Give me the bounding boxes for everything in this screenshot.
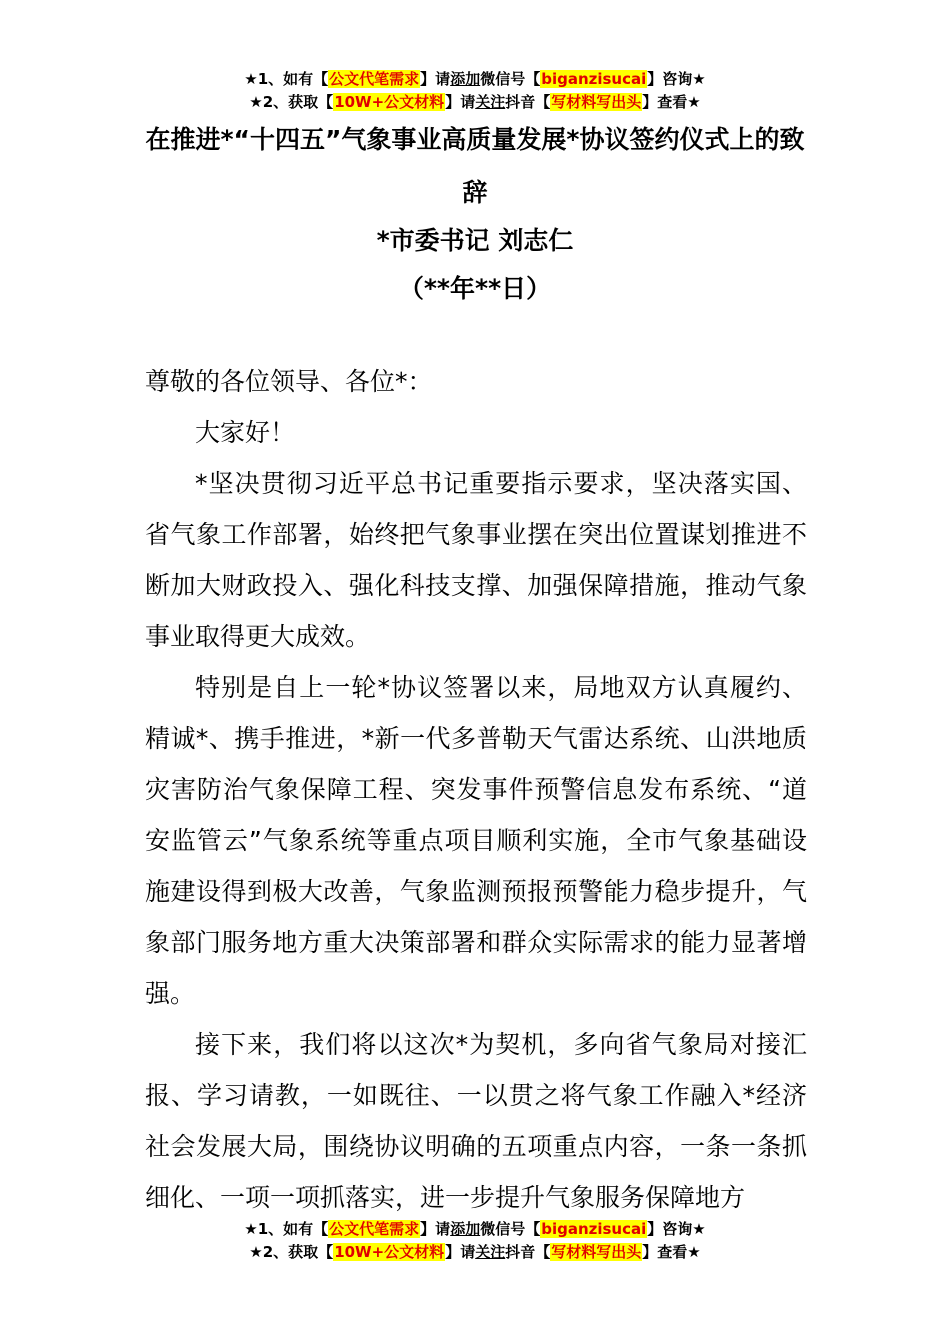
- promo-underlined: 添加: [450, 70, 481, 88]
- header-promo-banner: [0, 68, 950, 114]
- promo-text: ★2、获取【: [249, 93, 334, 111]
- document-body: [145, 356, 807, 1223]
- promo-line-2: [0, 91, 950, 114]
- date-line: （**年**日）: [398, 274, 552, 303]
- promo-text: 】请: [445, 93, 476, 111]
- author-line: *市委书记 刘志仁: [376, 226, 574, 255]
- promo-highlight: biganzisucai: [541, 1220, 647, 1238]
- promo-text: 】请: [420, 1220, 451, 1238]
- promo-text: 】请: [420, 70, 451, 88]
- promo-highlight: 10W+公文材料: [334, 93, 445, 111]
- promo-text: ★1、如有【: [244, 1220, 329, 1238]
- body-paragraph: 接下来，我们将以这次*为契机，多向省气象局对接汇报、学习请教，一如既往、一以贯之将气象工作融入*经济社会发展大局，围绕协议明确的五项重点内容，一条一条抓细化、一项一项抓落实，进一步提升气象服务保障地方: [145, 1030, 807, 1212]
- promo-underlined: 关注: [475, 1243, 506, 1261]
- promo-text: 】请: [445, 1243, 476, 1261]
- document-title: 在推进*“十四五”气象事业高质量发展*协议签约仪式上的致辞: [145, 125, 805, 207]
- body-paragraph: *坚决贯彻习近平总书记重要指示要求，坚决落实国、省气象工作部署，始终把气象事业摆在突出位置谋划推进不断加大财政投入、强化科技支撑、加强保障措施，推动气象事业取得更大成效。: [145, 469, 807, 651]
- promo-underlined: 添加: [450, 1220, 481, 1238]
- promo-highlight: 公文代笔需求: [329, 70, 420, 88]
- footer-promo-banner: [0, 1218, 950, 1264]
- promo-highlight: biganzisucai: [541, 70, 647, 88]
- promo-underlined: 关注: [475, 93, 506, 111]
- salutation: 尊敬的各位领导、各位*：: [145, 367, 433, 396]
- promo-line-1: [0, 1218, 950, 1241]
- promo-text: 抖音【: [505, 93, 551, 111]
- promo-line-2: [0, 1241, 950, 1264]
- promo-text: 】咨询★: [647, 1220, 706, 1238]
- promo-highlight: 写材料写出头: [551, 93, 642, 111]
- promo-highlight: 10W+公文材料: [334, 1243, 445, 1261]
- promo-text: 抖音【: [505, 1243, 551, 1261]
- body-paragraph: 特别是自上一轮*协议签署以来，局地双方认真履约、精诚*、携手推进，*新一代多普勒天气雷达系统、山洪地质灾害防治气象保障工程、突发事件预警信息发布系统、“道安监管云”气象系统等重点项目顺利实施，全市气象基础设施建设得到极大改善，气象监测预报预警能力稳步提升，气象部门服务地方重大决策部署和群众实际需求的能力显著增强。: [145, 673, 807, 1008]
- promo-text: ★2、获取【: [249, 1243, 334, 1261]
- promo-line-1: [0, 68, 950, 91]
- body-paragraph: 大家好！: [195, 418, 296, 447]
- promo-text: 】查看★: [642, 93, 701, 111]
- promo-text: 微信号【: [480, 70, 541, 88]
- promo-text: 】咨询★: [647, 70, 706, 88]
- promo-highlight: 写材料写出头: [551, 1243, 642, 1261]
- promo-highlight: 公文代笔需求: [329, 1220, 420, 1238]
- promo-text: 】查看★: [642, 1243, 701, 1261]
- promo-text: ★1、如有【: [244, 70, 329, 88]
- promo-text: 微信号【: [480, 1220, 541, 1238]
